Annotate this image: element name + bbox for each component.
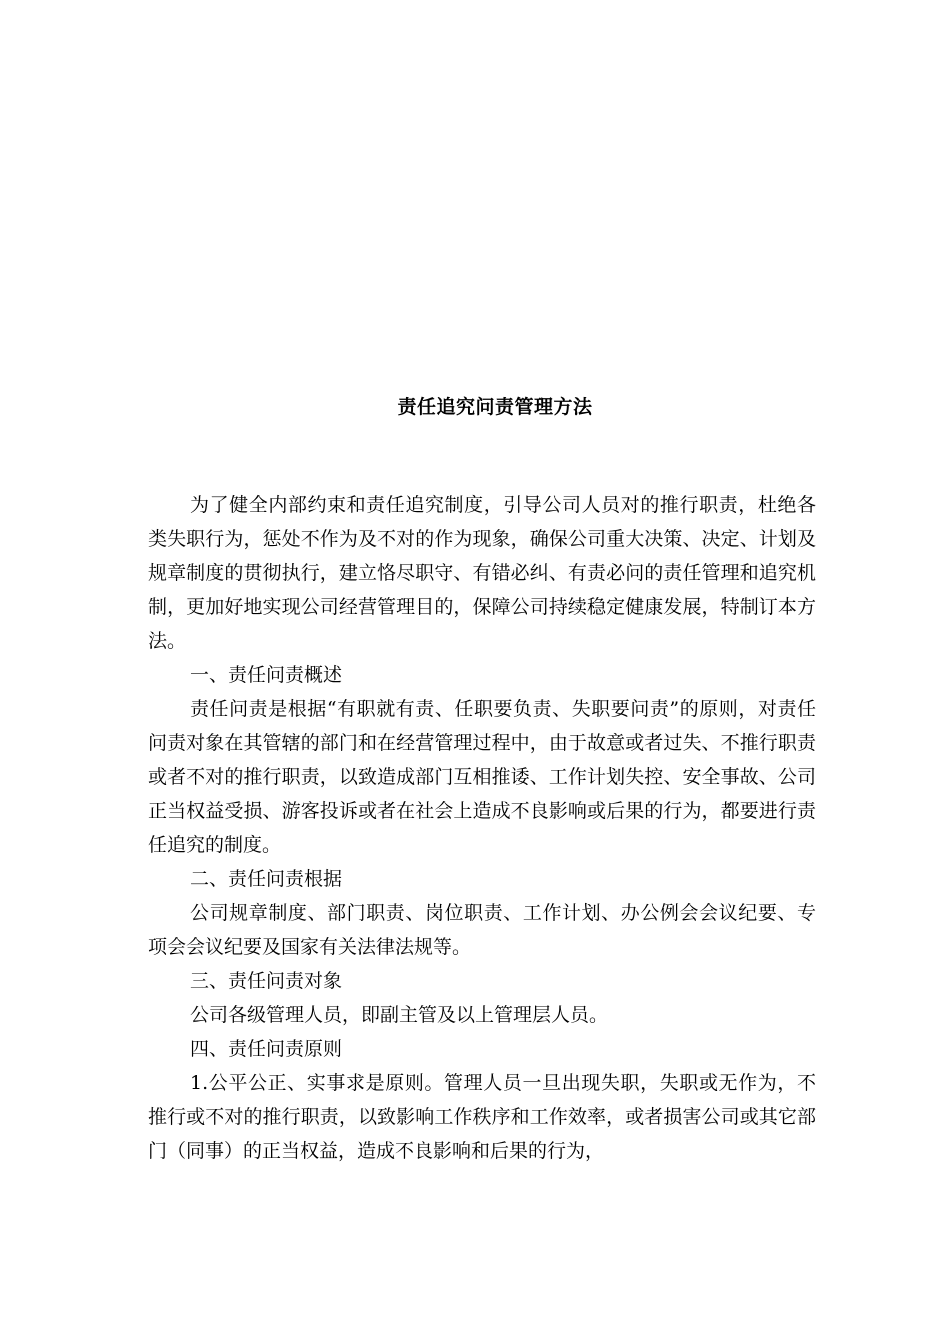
section-1-paragraph: 责任问责是根据“有职就有责、任职要负责、失职要问责”的原则，对责任问责对象在其管辖的部门和在经营管理过程中，由于故意或者过失、不推行职责或者不对的推行职责，以致造成部门互相推诿、工作计划失控、安全事故、公司正当权益受损、游客投诉或者在社会上造成不良影响或后果的行为，都要进行责任追究的制度。 xyxy=(148,698,816,856)
intro-paragraph: 为了健全内部约束和责任追究制度，引导公司人员对的推行职责，杜绝各类失职行为，惩处不作为及不对的作为现象，确保公司重大决策、决定、计划及规章制度的贯彻执行，建立恪尽职守、有错必纠、有责必问的责任管理和追究机制，更加好地实现公司经营管理目的，保障公司持续稳定健康发展，特制订本方法。 xyxy=(148,494,816,652)
section-1-heading: 一、责任问责概述 xyxy=(190,664,343,686)
document-title: 责任追究问责管理方法 xyxy=(397,396,593,418)
document-body xyxy=(148,488,816,1168)
section-2-heading: 二、责任问责根据 xyxy=(190,868,343,890)
section-2-paragraph: 公司规章制度、部门职责、岗位职责、工作计划、办公例会会议纪要、专项会会议纪要及国家有关法律法规等。 xyxy=(148,902,816,958)
section-4-heading: 四、责任问责原则 xyxy=(190,1038,343,1060)
section-4-item-1: 1.公平公正、实事求是原则。管理人员一旦出现失职，失职或无作为，不推行或不对的推行职责，以致影响工作秩序和工作效率，或者损害公司或其它部门（同事）的正当权益，造成不良影响和后果的行为， xyxy=(148,1072,816,1162)
section-3-heading: 三、责任问责对象 xyxy=(190,970,343,992)
section-3-paragraph: 公司各级管理人员，即副主管及以上管理层人员。 xyxy=(190,1004,609,1026)
